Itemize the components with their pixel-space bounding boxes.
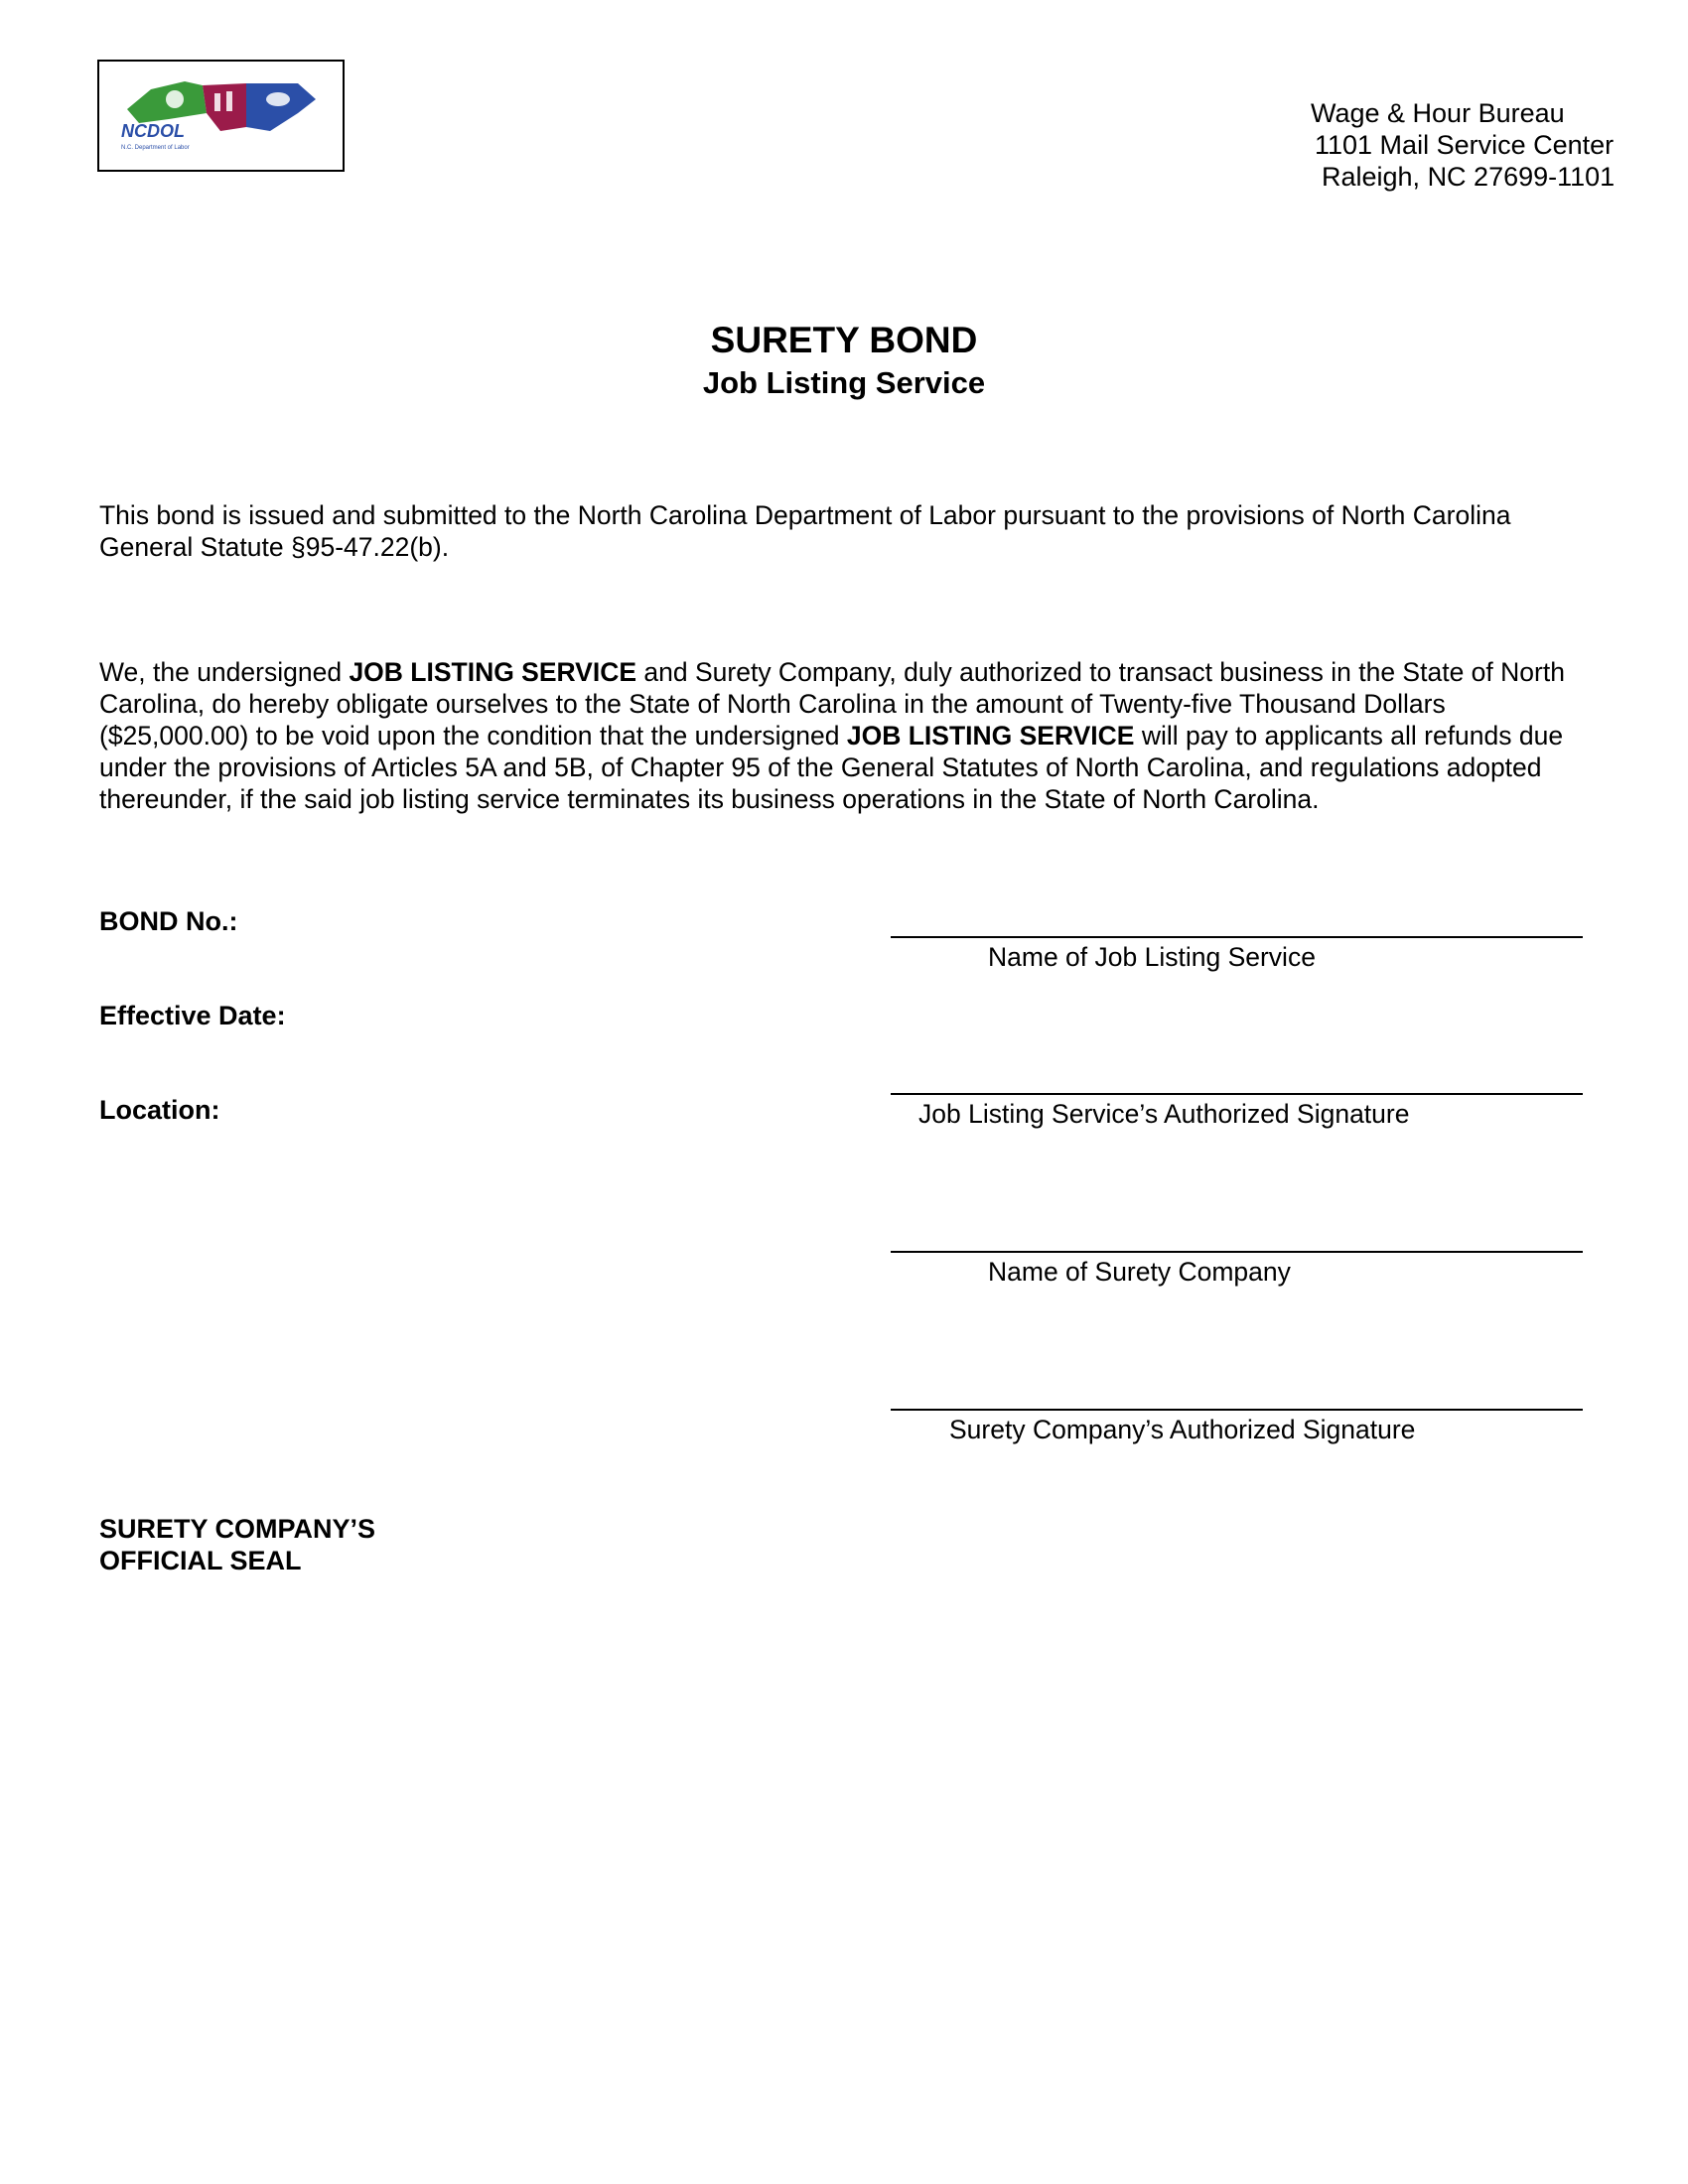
job-listing-name-caption: Name of Job Listing Service [988,942,1316,972]
official-seal-label [99,1513,375,1576]
job-listing-name-line[interactable] [891,936,1583,938]
seal-line-2: OFFICIAL SEAL [99,1546,302,1575]
bureau-address [1311,97,1615,193]
obligation-text-2: and Surety Company, duly authorized to transact business in the State of North Carolina, do hereby obligate ourselves to the State of North Carolina in the amount of Twenty-five Thousand Dollars ($25,000.00) to be void upon the condition that the undersigned [99,657,1565,751]
obligation-bold-2: JOB LISTING SERVICE [846,721,1135,751]
bond-number-label: BOND No.: [99,906,238,936]
svg-text:N.C. Department of Labor: N.C. Department of Labor [121,145,190,151]
obligation-text-1: We, the undersigned [99,657,350,687]
svg-text:NCDOL: NCDOL [121,121,185,141]
effective-date-label: Effective Date: [99,1001,286,1030]
ncdol-logo [97,60,345,172]
location-label: Location: [99,1095,220,1125]
job-listing-signature-line[interactable] [891,1093,1583,1095]
address-line-1: Wage & Hour Bureau [1311,98,1565,128]
obligation-paragraph [99,656,1599,815]
surety-signature-line[interactable] [891,1409,1583,1411]
obligation-text-3: will pay to applicants all refunds due under the provisions of Articles 5A and 5B, of Chapter 95 of the General Statutes of North Carolina, and regulations adopted thereunder, if the said job listing service terminates its business operations in the State of North Carolina. [99,721,1564,814]
seal-line-1: SURETY COMPANY’S [99,1514,376,1544]
surety-name-line[interactable] [891,1251,1583,1253]
surety-signature-caption: Surety Company’s Authorized Signature [949,1415,1416,1444]
address-line-3: Raleigh, NC 27699-1101 [1322,162,1616,192]
job-listing-signature-caption: Job Listing Service’s Authorized Signature [918,1099,1410,1129]
document-subtitle: Job Listing Service [702,365,986,400]
surety-name-caption: Name of Surety Company [988,1257,1291,1287]
intro-paragraph: This bond is issued and submitted to the North Carolina Department of Labor pursuant to the provisions of North Carolina General Statute §95-47.22(b). [99,500,1511,562]
obligation-bold-1: JOB LISTING SERVICE [349,657,637,687]
address-line-2: 1101 Mail Service Center [1315,130,1615,160]
document-title: SURETY BOND [710,320,978,360]
